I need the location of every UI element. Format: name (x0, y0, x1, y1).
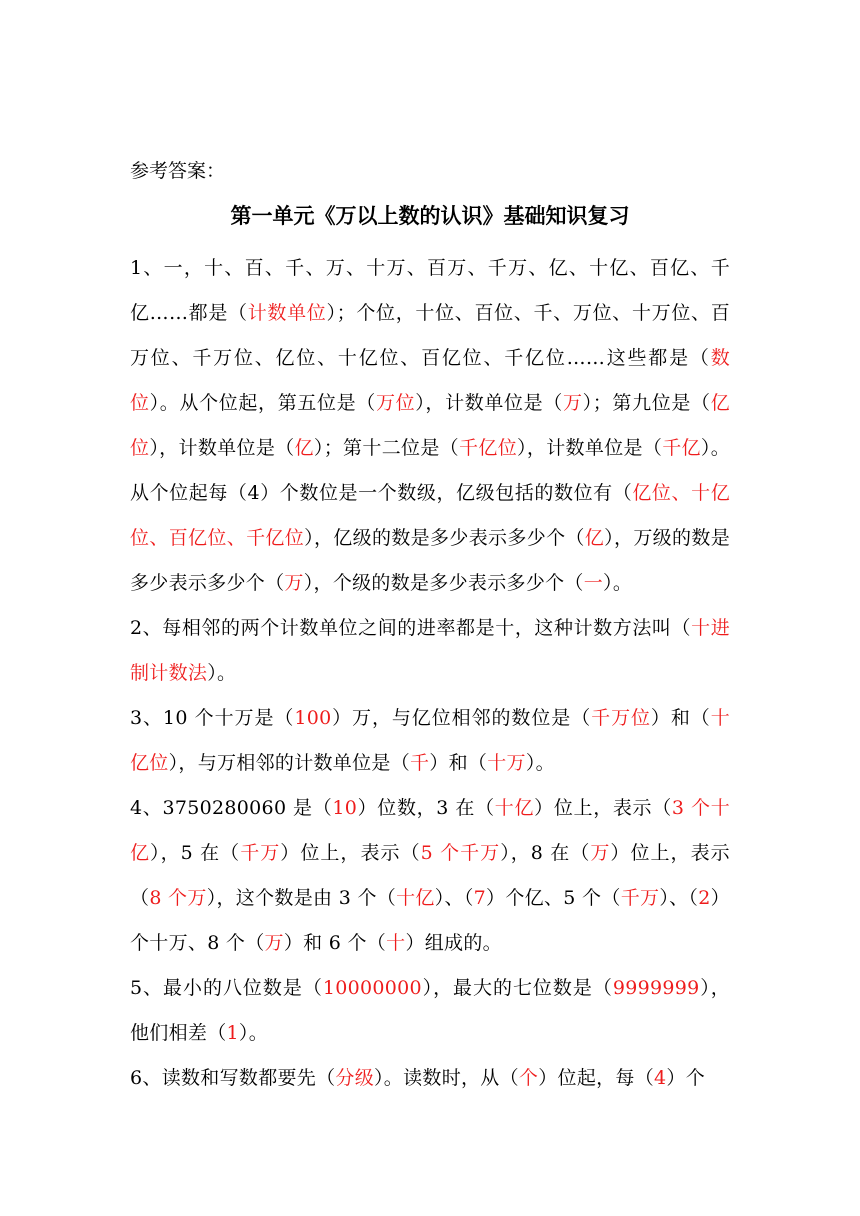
answer-text: 万 (264, 932, 284, 954)
answer-text: 4 (654, 1067, 667, 1089)
answer-heading: 参考答案： (130, 160, 226, 182)
answer-text: 万位 (375, 392, 416, 414)
question-text: ）位起，每（ (538, 1067, 655, 1089)
question-text: ），个级的数是多少表示多少个（ (303, 572, 584, 594)
question-text: ）组成的。 (405, 932, 502, 954)
answer-text: 个 (518, 1067, 539, 1089)
answer-text: 10000000 (322, 977, 422, 999)
question-paragraph-5 (130, 966, 730, 1056)
question-text: 3、10 个十万是（ (130, 707, 295, 729)
answer-text: 2 (698, 887, 711, 909)
answer-text: 十亿 (494, 797, 535, 819)
question-text: ）个亿、5 个（ (486, 887, 621, 909)
answer-text: 十进制计数法 (130, 617, 730, 684)
question-text: ）；第十二位是（ (313, 437, 460, 459)
question-text: ）、（ (434, 887, 474, 909)
question-text: ），计数单位是（ (149, 437, 295, 459)
question-text: ）位上，表示（ (130, 842, 730, 909)
answer-text: 1 (226, 1022, 239, 1044)
question-text: ），计数单位是（ (517, 437, 663, 459)
answer-text: 100 (294, 707, 332, 729)
answer-text: 分级 (335, 1067, 374, 1089)
question-text: ），5 在（ (150, 842, 241, 864)
question-text: ），与万相邻的计数单位是（ (168, 752, 411, 774)
answer-text: 千万 (240, 842, 281, 864)
answer-text: 千 (410, 752, 430, 774)
question-text: ）。读数时，从（ (374, 1067, 519, 1089)
answer-text: 亿位 (130, 392, 730, 459)
question-text: ），计数单位是（ (415, 392, 563, 414)
question-paragraph-4 (130, 786, 730, 966)
answer-text: 3 个十亿 (130, 797, 731, 864)
answer-text: 十亿位 (130, 707, 731, 774)
answer-text: 8 个万 (149, 887, 207, 909)
answer-text: 万 (590, 842, 611, 864)
question-text: 2、每相邻的两个计数单位之间的进率都是十，这种计数方法叫（ (130, 617, 692, 639)
question-text: ）。 (603, 572, 633, 594)
question-text: ），最大的七位数是（ (421, 977, 613, 999)
question-text: ）位数，3 在（ (357, 797, 495, 819)
question-text: ）。从个位起每（4）个数位是一个数级，亿级包括的数位有（ (130, 437, 731, 504)
question-text: ）。 (207, 662, 237, 684)
answer-text: 千万 (620, 887, 660, 909)
question-text: ）和 6 个（ (283, 932, 387, 954)
answer-text: 十亿 (396, 887, 435, 909)
answer-text: 10 (332, 797, 358, 819)
question-text: 4、3750280060 是（ (130, 797, 333, 819)
answer-text: 计数单位 (247, 302, 327, 324)
question-text: ）位上，表示（ (280, 842, 421, 864)
question-text: ）。 (525, 752, 555, 774)
answer-text: 一 (583, 572, 604, 594)
question-paragraph-3 (130, 696, 730, 786)
answer-text: 亿位、十亿位、百亿位、千亿位 (130, 482, 730, 549)
question-text: ），8 在（ (500, 842, 591, 864)
question-text: 6、读数和写数都要先（ (130, 1067, 336, 1089)
question-text: ）个十万、8 个（ (130, 887, 730, 954)
question-text: ），这个数是由 3 个（ (206, 887, 397, 909)
answer-text: 十万 (487, 752, 526, 774)
answer-text: 5 个千万 (420, 842, 501, 864)
answer-text: 十 (386, 932, 406, 954)
answer-text: 千亿 (662, 437, 701, 459)
question-text: ）个 (666, 1067, 706, 1089)
answer-text: 千万位 (591, 707, 651, 729)
question-text: 5、最小的八位数是（ (130, 977, 323, 999)
question-text: ），亿级的数是多少表示多少个（ (304, 527, 585, 549)
question-text: ）万，与亿位相邻的数位是（ (331, 707, 592, 729)
question-text: ）；第九位是（ (582, 392, 711, 414)
question-text: ）。 (238, 1022, 269, 1044)
question-paragraph-1 (130, 246, 730, 606)
question-text: ），万级的数是多少表示多少个（ (130, 527, 731, 594)
section-title: 第一单元《万以上数的认识》基础知识复习 (230, 203, 630, 228)
question-text: ）；个位，十位、百位、千、万位、十万位、百万位、千万位、亿位、十亿位、百亿位、千亿位……这些都是（ (130, 302, 730, 369)
question-text: ）和（ (429, 752, 488, 774)
question-paragraph-2 (130, 606, 730, 696)
answer-text: 亿 (584, 527, 605, 549)
answer-text: 7 (473, 887, 487, 909)
answer-text: 亿 (294, 437, 314, 459)
question-text: ），他们相差（ (130, 977, 730, 1044)
question-text: ）、（ (659, 887, 699, 909)
answer-text: 千亿位 (459, 437, 518, 459)
answer-text: 数位 (130, 347, 730, 414)
answer-text: 万 (284, 572, 304, 594)
answer-text: 9999999 (612, 977, 700, 999)
question-text: ）位上，表示（ (534, 797, 672, 819)
question-text: 1、一，十、百、千、万、十万、百万、千万、亿、十亿、百亿、千亿……都是（ (130, 257, 730, 324)
question-text: ）。从个位起，第五位是（ (149, 392, 376, 414)
answer-text: 万 (562, 392, 583, 414)
question-paragraph-6 (130, 1056, 730, 1101)
document-body (130, 246, 730, 1101)
question-text: ）和（ (650, 707, 711, 729)
